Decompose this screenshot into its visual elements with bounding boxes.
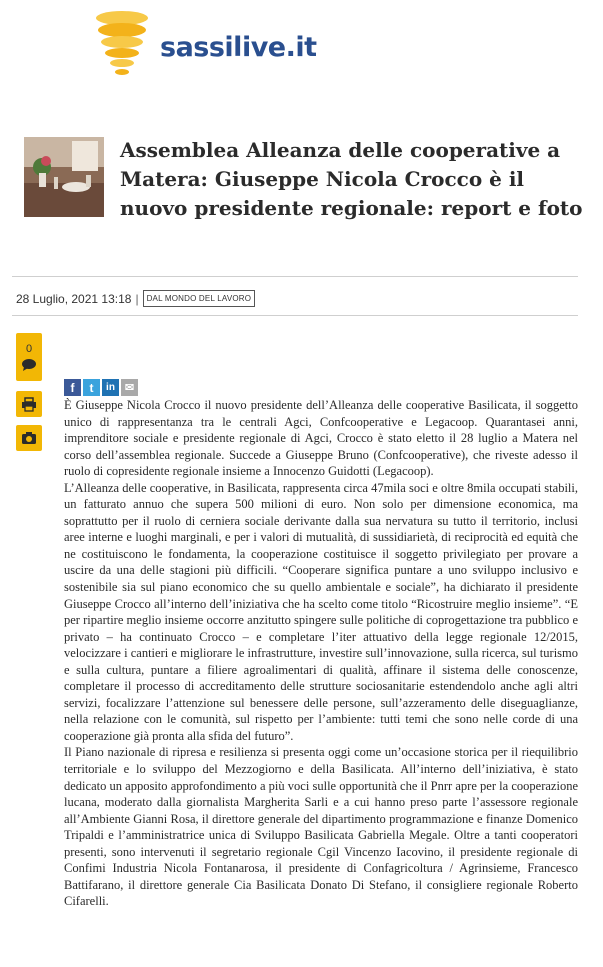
- divider: [12, 315, 578, 316]
- logo-swirl-icon: [88, 4, 158, 82]
- comment-count: 0: [25, 342, 33, 355]
- linkedin-icon[interactable]: [102, 379, 119, 396]
- article-meta: [16, 290, 255, 307]
- article-date: 28 Luglio, 2021 13:18: [16, 291, 132, 306]
- article-title: Assemblea Alleanza delle cooperative a Matera: Giuseppe Nicola Crocco è il nuovo presidente regionale: report e foto: [120, 138, 583, 220]
- linkedin-label: in: [106, 382, 115, 393]
- meta-separator: |: [135, 291, 139, 306]
- print-button[interactable]: [16, 391, 42, 417]
- thumbnail-image: [24, 137, 104, 217]
- logo-text: sassilive.it: [160, 32, 317, 63]
- comment-bubble-icon: [21, 358, 37, 372]
- facebook-icon[interactable]: [64, 379, 81, 396]
- printer-icon: [21, 397, 37, 412]
- article-paragraph: È Giuseppe Nicola Crocco il nuovo presidente dell’Alleanza delle cooperative Basilicata, il soggetto unico di rappresentanza tra le centrali Agci, Confcooperative e Legacoop. Quarantasei anni, imprenditore sociale e presidente regionale di Agci, Crocco è stato eletto il 28 luglio a Matera nel corso dell’assemblea regionale. Succede a Giuseppe Bruno (Confcooperative), che riveste adesso il ruolo di copresidente regionale insieme a Innocenzo Guidotti (Legacoop).: [64, 398, 578, 479]
- category-badge[interactable]: DAL MONDO DEL LAVORO: [143, 290, 256, 307]
- twitter-icon[interactable]: [83, 379, 100, 396]
- article-body: [64, 397, 578, 910]
- email-label: ✉: [124, 382, 135, 394]
- camera-icon: [21, 431, 37, 445]
- article-thumbnail[interactable]: [24, 137, 104, 217]
- article-paragraph: L’Alleanza delle cooperative, in Basilicata, rappresenta circa 47mila soci e oltre 8mila occupati stabili, un fatturato annuo che supera 500 milioni di euro. Non solo per dimensione economica, ma soprattutto per il ruolo di cerniera sociale derivante dalla sua nervatura su tutto il territorio, inclusi aree interne e luoghi marginali, e per i valori di mutualità, di sussidiarietà, di reciprocità ed equità che ne costituiscono le fondamenta, la cooperazione costituisce il soggetto privilegiato per provare a uscire da una delle stagioni più difficili. “Cooperare significa puntare a uno sviluppo inclusivo e sostenibile sia sul piano economico che su quello ambientale e sociale”, ha dichiarato il presidente Giuseppe Crocco all’interno dell’iniziativa che ha scelto come titolo “Ricostruire meglio insieme”. “E per ripartire meglio insieme occorre anzitutto spingere sulle politiche di coprogettazione tra pubblico e privato – ha continuato Crocco – e completare l’iter attuativo della legge regionale 12/2015, velocizzare i cantieri e migliorare le infrastrutture, investire sull’innovazione, sulla ricerca, sul turismo e sulla cultura, puntare a filiere agroalimentari di qualità, affinare il sistema delle conoscenze, completare il processo di accreditamento delle strutture sociosanitarie estendendolo anche agli altri servizi, focalizzare l’attenzione sul benessere delle persone, sull’azzeramento delle diseguaglianze, nella relazione con le comunità, sul rispetto per l’ambiente: tutti temi che sono nelle corde di una cooperazione già pronta alla sfida del futuro”.: [64, 480, 578, 743]
- comments-button[interactable]: [16, 333, 42, 381]
- site-logo[interactable]: [88, 4, 348, 84]
- twitter-label: t: [89, 380, 94, 395]
- article-paragraph: Il Piano nazionale di ripresa e resilienza si presenta oggi come un’occasione storica per il riequilibrio territoriale e lo sviluppo del Mezzogiorno e della Basilicata. All’interno dell’iniziativa, è stato dedicato un apposito approfondimento a più voci sulle opportunità che il Pnrr apre per la cooperazione lucana, moderato dalla giornalista Margherita Sarli e a cui hanno preso parte l’assessore regionale all’Ambiente Gianni Rosa, il direttore generale del dipartimento programmazione e finanze Domenico Tripaldi e l’amministratrice unica di Sviluppo Basilicata Gabriella Megale. Oltre a tanti cooperatori presenti, sono intervenuti il segretario regionale Cgil Vincenzo Iacovino, il presidente regionale di Confimi Industria Nicola Fontanarosa, il presidente di Confagricoltura / Agrinsieme, Francesco Battifarano, il direttore generale Cia Basilicata Donato Di Stefano, il consigliere regionale Roberto Cifarelli.: [64, 745, 578, 909]
- share-bar: [64, 379, 138, 396]
- photo-gallery-button[interactable]: [16, 425, 42, 451]
- email-icon[interactable]: [121, 379, 138, 396]
- divider: [12, 276, 578, 277]
- facebook-label: f: [70, 380, 75, 395]
